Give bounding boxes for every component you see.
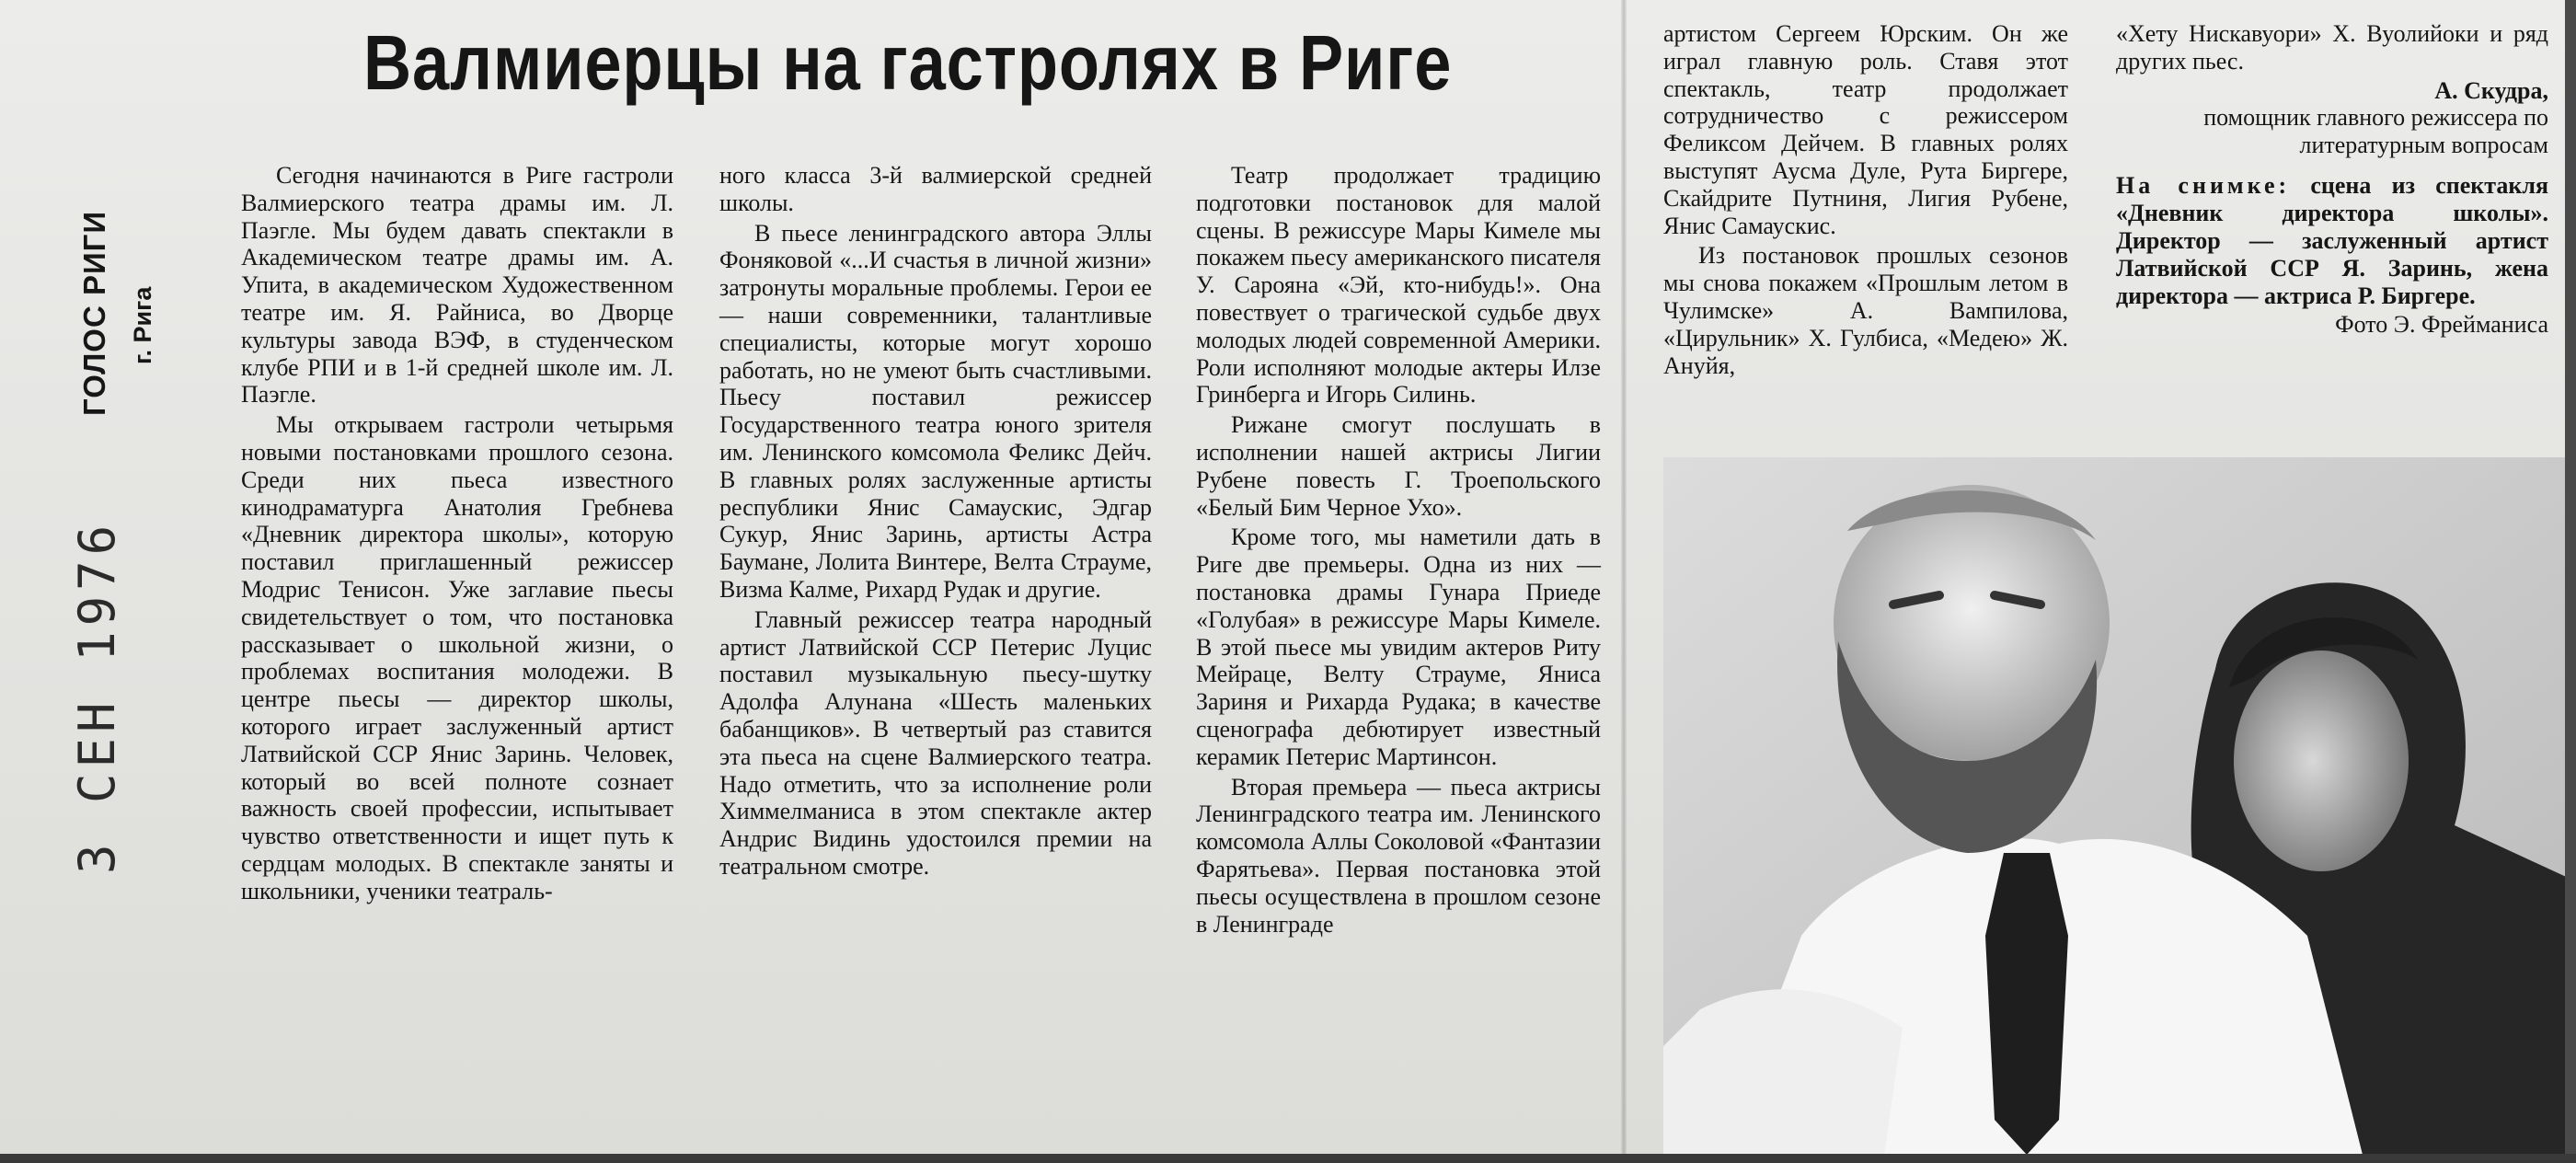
article-column-1 xyxy=(241,162,673,905)
paper-fold xyxy=(1621,0,1627,1163)
paragraph: Из постановок прошлых сезонов мы снова покажем «Прошлым летом в Чулимске» А. Вампилова, «Цирульник» Х. Гулбиса, «Медею» Ж. Ануйя, xyxy=(1663,242,2068,379)
newspaper-name: ГОЛОС РИГИ xyxy=(77,210,111,416)
stage-scene-photo xyxy=(1663,457,2574,1155)
paragraph: В пьесе ленинградского автора Эллы Фоняковой «...И счастья в личной жизни» затронуты моральные проблемы. Герои ее — наши современники, талантливые специалисты, которые могут хорошо работать, но не умеют быть счастливыми. Пьесу поставил режиссер Государственного театра юного зрителя им. Ленинского комсомола Феликс Дейч. В главных ролях заслуженные артисты республики Янис Самаускис, Эдгар Сукур, Янис Заринь, артисты Астра Баумане, Лолита Винтере, Велта Страуме, Визма Калме, Рихард Рудак и другие. xyxy=(719,219,1152,603)
article-headline: Валмиерцы на гастролях в Риге xyxy=(363,19,1453,106)
paragraph: Театр продолжает традицию подготовки постановок для малой сцены. В режиссуре Мары Кимеле мы покажем пьесу американского писателя У. Сарояна «Эй, кто-нибудь!». Она повествует о трагической судьбе двух молодых людей современной Америки. Роли исполняют молодые актеры Илзе Гринберга и Игорь Силинь. xyxy=(1196,162,1601,409)
scan-edge xyxy=(0,1154,2576,1163)
author-name: А. Скудра, xyxy=(2434,76,2548,104)
photo-image xyxy=(1663,457,2574,1155)
article-column-3 xyxy=(1196,162,1601,938)
caption-text: сцена из спектакля «Дневник директора школы». Директор — заслуженный артист Латвийской ССР Я. Заринь, жена директора — актриса Р. Биргере. xyxy=(2116,172,2549,309)
article-column-4 xyxy=(1663,20,2068,379)
clipping-date: 3 СЕН 1976 xyxy=(68,519,126,874)
paragraph: Вторая премьера — пьеса актрисы Ленинградского театра им. Ленинского комсомола Аллы Соколовой «Фантазии Фарятьева». Первая постановка этой пьесы осуществлена в прошлом сезоне в Ленинграде xyxy=(1196,773,1601,938)
paragraph: Сегодня начинаются в Риге гастроли Валмиерского театра драмы им. Л. Паэгле. Мы будем давать спектакли в Академическом театре драмы им. А. Упита, в академическом Художественном театре им. Я. Райниса, во Дворце культуры завода ВЭФ, в студенческом клубе РПИ и в 1-й средней школе им. Л. Паэгле. xyxy=(241,162,673,409)
newspaper-city: г. Рига xyxy=(129,286,156,364)
article-column-5 xyxy=(2116,20,2548,339)
caption-lead: На снимке: xyxy=(2116,172,2291,200)
paragraph: Рижане смогут послушать в исполнении нашей актрисы Лигии Рубене повесть Г. Троепольского «Белый Бим Черное Ухо». xyxy=(1196,411,1601,521)
paragraph: Мы открываем гастроли четырьмя новыми постановками прошлого сезона. Среди них пьеса известного кинодраматурга Анатолия Гребнева «Дневник директора школы», которую поставил приглашенный режиссер Модрис Тенисон. Уже заглавие пьесы свидетельствует о том, что постановка рассказывает о школьной жизни, о проблемах воспитания молодежи. В центре пьесы — директор школы, которого играет заслуженный артист Латвийской ССР Янис Заринь. Человек, который во всей полноте сознает важность своей профессии, испытывает чувство ответственности и ищет путь к сердцам молодых. В спектакле заняты и школьники, ученики театраль- xyxy=(241,411,673,904)
paragraph: артистом Сергеем Юрским. Он же играл главную роль. Ставя этот спектакль, театр продолжает сотрудничество с режиссером Феликсом Дейчем. В главных ролях выступят Аусма Дуле, Рута Биргере, Скайдрите Путниня, Лигия Рубене, Янис Самаускис. xyxy=(1663,20,2068,239)
paragraph: «Хету Нискавуори» Х. Вуолийоки и ряд других пьес. xyxy=(2116,20,2548,75)
source-stamp xyxy=(55,46,156,1104)
photo-credit: Фото Э. Фрейманиса xyxy=(2335,311,2548,339)
article-column-2 xyxy=(719,162,1152,881)
paragraph: Главный режиссер театра народный артист Латвийской ССР Петерис Луцис поставил музыкальную пьесу-шутку Адолфа Алунана «Шесть маленьких бабанщиков». В четвертый раз ставится эта пьеса на сцене Валмиерского театра. Надо отметить, что за исполнение роли Химмелманиса в этом спектакле актер Андрис Видинь удостоился премии на театральном смотре. xyxy=(719,605,1152,880)
scan-edge xyxy=(2565,0,2576,1163)
photo-caption xyxy=(2116,172,2548,309)
paragraph: ного класса 3-й валмиерской средней школы. xyxy=(719,162,1152,216)
paragraph: Кроме того, мы наметили дать в Риге две премьеры. Одна из них — постановка драмы Гунара Приеде «Голубая» в режиссуре Мары Кимеле. В этой пьесе мы увидим актеров Риту Мейраце, Велту Страуме, Яниса Зариня и Рихарда Рудака; в качестве сценографа дебютирует известный керамик Петерис Мартинсон. xyxy=(1196,524,1601,770)
author-role: помощник главного режиссера по литературным вопросам xyxy=(2203,104,2548,159)
